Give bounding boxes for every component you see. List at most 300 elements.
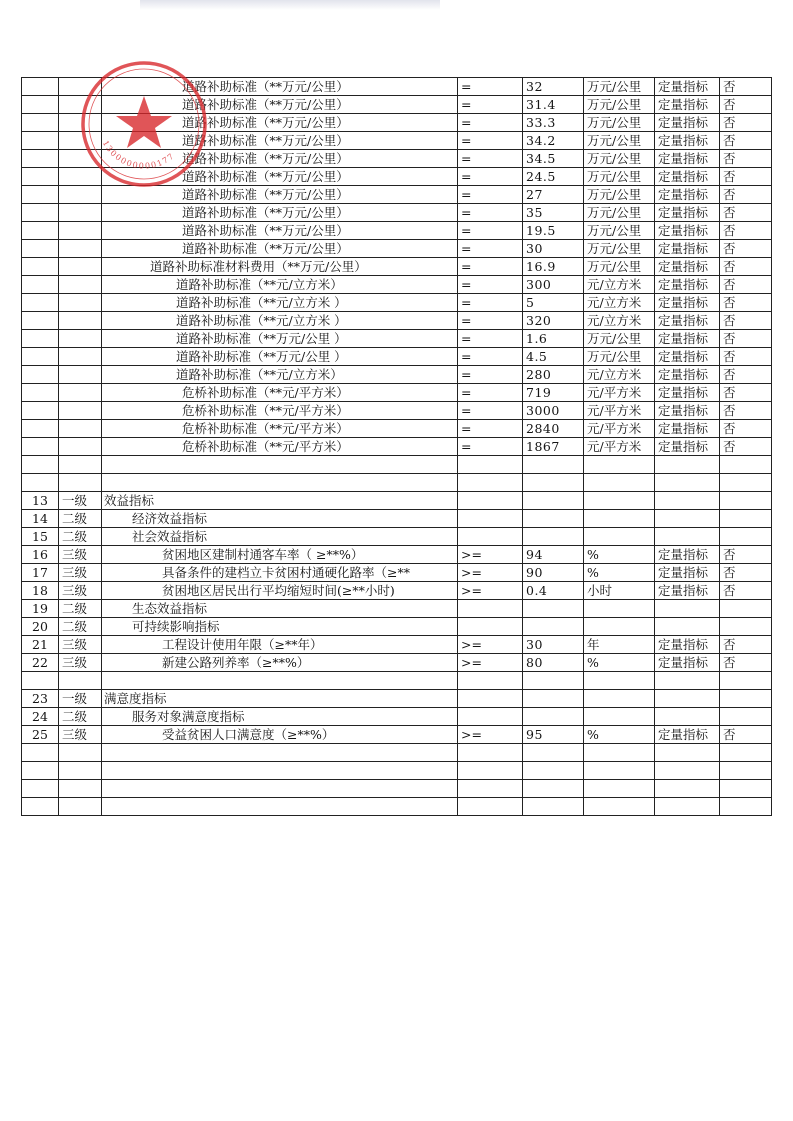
target-value-cell <box>523 780 584 798</box>
operator-cell <box>458 744 523 762</box>
target-value-cell <box>523 456 584 474</box>
table-row <box>22 456 772 474</box>
indicator-type-cell <box>655 798 720 816</box>
indicator-type-cell: 定量指标 <box>655 330 720 348</box>
indicator-name-cell: 道路补助标准（**万元/公里） <box>102 186 458 204</box>
target-value-cell: 27 <box>523 186 584 204</box>
table-row <box>22 762 772 780</box>
indicator-name-cell: 道路补助标准（**万元/公里） <box>102 78 458 96</box>
unit-cell: 元/平方米 <box>584 420 655 438</box>
unit-cell: 万元/公里 <box>584 168 655 186</box>
table-row <box>22 312 772 330</box>
level-cell <box>59 114 102 132</box>
row-number-cell <box>22 204 59 222</box>
indicator-type-cell: 定量指标 <box>655 276 720 294</box>
unit-cell: 元/立方米 <box>584 276 655 294</box>
indicator-name-cell: 道路补助标准（**元/立方米） <box>102 276 458 294</box>
indicator-name-cell <box>102 474 458 492</box>
target-value-cell: 719 <box>523 384 584 402</box>
indicator-type-cell: 定量指标 <box>655 114 720 132</box>
target-value-cell: 33.3 <box>523 114 584 132</box>
table-row <box>22 366 772 384</box>
unit-cell: 万元/公里 <box>584 222 655 240</box>
target-value-cell <box>523 708 584 726</box>
row-number-cell <box>22 294 59 312</box>
target-value-cell: 300 <box>523 276 584 294</box>
table-row <box>22 330 772 348</box>
indicator-name-cell: 道路补助标准（**元/立方米 ） <box>102 294 458 312</box>
unit-cell: 年 <box>584 636 655 654</box>
unit-cell: 元/立方米 <box>584 294 655 312</box>
operator-cell: = <box>458 402 523 420</box>
operator-cell: = <box>458 150 523 168</box>
unit-cell: % <box>584 654 655 672</box>
indicator-name-cell <box>102 780 458 798</box>
target-value-cell <box>523 528 584 546</box>
indicator-name-cell: 新建公路列养率（≥**%） <box>102 654 458 672</box>
row-number-cell <box>22 78 59 96</box>
flag-cell: 否 <box>720 402 772 420</box>
row-number-cell <box>22 168 59 186</box>
flag-cell: 否 <box>720 114 772 132</box>
table-row <box>22 150 772 168</box>
target-value-cell: 34.2 <box>523 132 584 150</box>
operator-cell: = <box>458 348 523 366</box>
table-row <box>22 168 772 186</box>
unit-cell <box>584 672 655 690</box>
indicator-name-cell: 贫困地区建制村通客车率（ ≥**%） <box>102 546 458 564</box>
target-value-cell: 1.6 <box>523 330 584 348</box>
row-number-cell: 23 <box>22 690 59 708</box>
row-number-cell <box>22 780 59 798</box>
level-cell: 三级 <box>59 582 102 600</box>
indicator-name-cell: 服务对象满意度指标 <box>102 708 458 726</box>
flag-cell <box>720 528 772 546</box>
indicator-type-cell: 定量指标 <box>655 258 720 276</box>
flag-cell: 否 <box>720 150 772 168</box>
level-cell <box>59 204 102 222</box>
row-number-cell: 20 <box>22 618 59 636</box>
operator-cell <box>458 528 523 546</box>
level-cell: 三级 <box>59 636 102 654</box>
flag-cell <box>720 456 772 474</box>
table-row <box>22 582 772 600</box>
indicator-name-cell: 道路补助标准（**万元/公里） <box>102 204 458 222</box>
row-number-cell <box>22 222 59 240</box>
row-number-cell: 22 <box>22 654 59 672</box>
table-row <box>22 348 772 366</box>
level-cell <box>59 258 102 276</box>
indicator-name-cell: 道路补助标准材料费用（**万元/公里） <box>102 258 458 276</box>
target-value-cell: 2840 <box>523 420 584 438</box>
row-number-cell <box>22 402 59 420</box>
operator-cell: = <box>458 96 523 114</box>
row-number-cell <box>22 672 59 690</box>
indicator-type-cell <box>655 780 720 798</box>
operator-cell: = <box>458 312 523 330</box>
indicator-type-cell: 定量指标 <box>655 96 720 114</box>
unit-cell <box>584 780 655 798</box>
flag-cell: 否 <box>720 420 772 438</box>
indicator-name-cell: 效益指标 <box>102 492 458 510</box>
indicator-type-cell <box>655 690 720 708</box>
flag-cell: 否 <box>720 258 772 276</box>
flag-cell: 否 <box>720 240 772 258</box>
table-row <box>22 402 772 420</box>
table-row <box>22 78 772 96</box>
target-value-cell: 24.5 <box>523 168 584 186</box>
level-cell <box>59 384 102 402</box>
operator-cell: = <box>458 222 523 240</box>
level-cell: 一级 <box>59 492 102 510</box>
operator-cell: = <box>458 384 523 402</box>
operator-cell: >= <box>458 564 523 582</box>
indicator-type-cell: 定量指标 <box>655 222 720 240</box>
row-number-cell <box>22 366 59 384</box>
operator-cell <box>458 618 523 636</box>
unit-cell <box>584 690 655 708</box>
unit-cell: 万元/公里 <box>584 186 655 204</box>
level-cell <box>59 312 102 330</box>
level-cell: 二级 <box>59 528 102 546</box>
flag-cell: 否 <box>720 636 772 654</box>
table-row <box>22 600 772 618</box>
level-cell <box>59 672 102 690</box>
row-number-cell: 16 <box>22 546 59 564</box>
row-number-cell: 14 <box>22 510 59 528</box>
target-value-cell: 4.5 <box>523 348 584 366</box>
indicator-type-cell: 定量指标 <box>655 78 720 96</box>
flag-cell: 否 <box>720 384 772 402</box>
unit-cell: 万元/公里 <box>584 150 655 168</box>
row-number-cell: 25 <box>22 726 59 744</box>
unit-cell <box>584 528 655 546</box>
indicator-name-cell: 危桥补助标准（**元/平方米） <box>102 384 458 402</box>
operator-cell: = <box>458 78 523 96</box>
table-row <box>22 798 772 816</box>
flag-cell <box>720 762 772 780</box>
target-value-cell: 0.4 <box>523 582 584 600</box>
table-row <box>22 690 772 708</box>
flag-cell <box>720 618 772 636</box>
flag-cell: 否 <box>720 78 772 96</box>
target-value-cell: 35 <box>523 204 584 222</box>
level-cell <box>59 276 102 294</box>
flag-cell: 否 <box>720 294 772 312</box>
level-cell: 三级 <box>59 564 102 582</box>
flag-cell: 否 <box>720 132 772 150</box>
level-cell: 二级 <box>59 510 102 528</box>
indicator-type-cell <box>655 708 720 726</box>
unit-cell: 万元/公里 <box>584 132 655 150</box>
flag-cell <box>720 708 772 726</box>
operator-cell: = <box>458 420 523 438</box>
flag-cell: 否 <box>720 312 772 330</box>
level-cell: 一级 <box>59 690 102 708</box>
unit-cell <box>584 762 655 780</box>
level-cell <box>59 474 102 492</box>
target-value-cell <box>523 618 584 636</box>
level-cell <box>59 96 102 114</box>
operator-cell: = <box>458 294 523 312</box>
level-cell <box>59 348 102 366</box>
row-number-cell <box>22 258 59 276</box>
operator-cell: = <box>458 204 523 222</box>
row-number-cell: 24 <box>22 708 59 726</box>
target-value-cell: 5 <box>523 294 584 312</box>
operator-cell <box>458 474 523 492</box>
table-row <box>22 384 772 402</box>
indicator-name-cell: 道路补助标准（**万元/公里） <box>102 150 458 168</box>
level-cell: 三级 <box>59 654 102 672</box>
indicator-name-cell: 满意度指标 <box>102 690 458 708</box>
flag-cell <box>720 672 772 690</box>
unit-cell: 元/立方米 <box>584 366 655 384</box>
target-value-cell: 280 <box>523 366 584 384</box>
indicator-type-cell <box>655 618 720 636</box>
indicator-type-cell: 定量指标 <box>655 168 720 186</box>
flag-cell: 否 <box>720 654 772 672</box>
level-cell <box>59 132 102 150</box>
indicator-name-cell <box>102 744 458 762</box>
indicator-name-cell: 道路补助标准（**万元/公里） <box>102 240 458 258</box>
indicator-type-cell <box>655 510 720 528</box>
indicator-name-cell: 工程设计使用年限（≥**年） <box>102 636 458 654</box>
level-cell: 二级 <box>59 708 102 726</box>
level-cell: 三级 <box>59 546 102 564</box>
indicator-name-cell: 贫困地区居民出行平均缩短时间(≥**小时) <box>102 582 458 600</box>
flag-cell <box>720 474 772 492</box>
row-number-cell: 21 <box>22 636 59 654</box>
indicator-type-cell: 定量指标 <box>655 726 720 744</box>
row-number-cell <box>22 132 59 150</box>
level-cell <box>59 438 102 456</box>
unit-cell: 万元/公里 <box>584 330 655 348</box>
indicator-type-cell: 定量指标 <box>655 420 720 438</box>
operator-cell <box>458 690 523 708</box>
operator-cell: >= <box>458 654 523 672</box>
target-value-cell: 31.4 <box>523 96 584 114</box>
target-value-cell <box>523 798 584 816</box>
unit-cell <box>584 618 655 636</box>
indicator-name-cell: 道路补助标准（**万元/公里 ） <box>102 348 458 366</box>
flag-cell: 否 <box>720 168 772 186</box>
indicator-name-cell: 道路补助标准（**万元/公里 ） <box>102 330 458 348</box>
indicator-type-cell: 定量指标 <box>655 348 720 366</box>
operator-cell: = <box>458 438 523 456</box>
unit-cell: 万元/公里 <box>584 78 655 96</box>
indicator-type-cell <box>655 456 720 474</box>
operator-cell <box>458 510 523 528</box>
unit-cell: 元/平方米 <box>584 438 655 456</box>
table-row <box>22 240 772 258</box>
indicator-type-cell: 定量指标 <box>655 546 720 564</box>
level-cell <box>59 222 102 240</box>
row-number-cell <box>22 438 59 456</box>
operator-cell: >= <box>458 726 523 744</box>
indicator-type-cell: 定量指标 <box>655 636 720 654</box>
flag-cell <box>720 690 772 708</box>
flag-cell <box>720 744 772 762</box>
indicator-type-cell: 定量指标 <box>655 312 720 330</box>
operator-cell <box>458 780 523 798</box>
flag-cell: 否 <box>720 546 772 564</box>
operator-cell: = <box>458 168 523 186</box>
target-value-cell: 1867 <box>523 438 584 456</box>
level-cell <box>59 762 102 780</box>
target-value-cell: 30 <box>523 240 584 258</box>
operator-cell <box>458 762 523 780</box>
unit-cell: 元/平方米 <box>584 402 655 420</box>
target-value-cell <box>523 762 584 780</box>
level-cell <box>59 420 102 438</box>
unit-cell <box>584 510 655 528</box>
indicator-type-cell: 定量指标 <box>655 582 720 600</box>
indicator-type-cell <box>655 672 720 690</box>
table-row <box>22 276 772 294</box>
table-row <box>22 222 772 240</box>
seal-code-text: 1300000000177 <box>100 139 177 171</box>
level-cell <box>59 366 102 384</box>
row-number-cell <box>22 114 59 132</box>
operator-cell <box>458 798 523 816</box>
unit-cell <box>584 456 655 474</box>
flag-cell: 否 <box>720 276 772 294</box>
unit-cell <box>584 600 655 618</box>
unit-cell: 元/平方米 <box>584 384 655 402</box>
indicator-name-cell <box>102 672 458 690</box>
flag-cell <box>720 780 772 798</box>
indicator-name-cell: 道路补助标准（**元/立方米 ） <box>102 312 458 330</box>
operator-cell <box>458 708 523 726</box>
indicator-type-cell <box>655 744 720 762</box>
table-row <box>22 204 772 222</box>
indicator-type-cell: 定量指标 <box>655 186 720 204</box>
table-row <box>22 672 772 690</box>
unit-cell: 万元/公里 <box>584 96 655 114</box>
level-cell <box>59 294 102 312</box>
level-cell <box>59 150 102 168</box>
operator-cell <box>458 456 523 474</box>
operator-cell: = <box>458 240 523 258</box>
table-row <box>22 780 772 798</box>
indicator-name-cell <box>102 456 458 474</box>
table-row <box>22 492 772 510</box>
target-value-cell: 16.9 <box>523 258 584 276</box>
indicator-type-cell: 定量指标 <box>655 294 720 312</box>
table-row <box>22 618 772 636</box>
unit-cell <box>584 492 655 510</box>
flag-cell: 否 <box>720 96 772 114</box>
operator-cell: = <box>458 186 523 204</box>
operator-cell <box>458 492 523 510</box>
target-value-cell: 95 <box>523 726 584 744</box>
table-row <box>22 294 772 312</box>
indicator-name-cell <box>102 762 458 780</box>
unit-cell: 万元/公里 <box>584 204 655 222</box>
row-number-cell <box>22 744 59 762</box>
level-cell <box>59 780 102 798</box>
table-row <box>22 708 772 726</box>
target-value-cell <box>523 690 584 708</box>
level-cell <box>59 744 102 762</box>
target-value-cell <box>523 600 584 618</box>
target-value-cell: 30 <box>523 636 584 654</box>
target-value-cell <box>523 672 584 690</box>
level-cell <box>59 456 102 474</box>
indicator-type-cell: 定量指标 <box>655 438 720 456</box>
unit-cell: 万元/公里 <box>584 114 655 132</box>
indicator-type-cell: 定量指标 <box>655 654 720 672</box>
indicator-name-cell: 道路补助标准（**万元/公里） <box>102 114 458 132</box>
operator-cell: = <box>458 258 523 276</box>
operator-cell <box>458 600 523 618</box>
target-value-cell <box>523 744 584 762</box>
unit-cell: 元/立方米 <box>584 312 655 330</box>
indicator-type-cell <box>655 600 720 618</box>
level-cell <box>59 798 102 816</box>
target-value-cell: 90 <box>523 564 584 582</box>
row-number-cell <box>22 186 59 204</box>
indicator-name-cell: 社会效益指标 <box>102 528 458 546</box>
flag-cell <box>720 492 772 510</box>
row-number-cell <box>22 798 59 816</box>
flag-cell: 否 <box>720 438 772 456</box>
target-value-cell: 32 <box>523 78 584 96</box>
indicator-name-cell: 危桥补助标准（**元/平方米） <box>102 402 458 420</box>
indicator-type-cell: 定量指标 <box>655 132 720 150</box>
row-number-cell: 13 <box>22 492 59 510</box>
flag-cell: 否 <box>720 330 772 348</box>
flag-cell: 否 <box>720 564 772 582</box>
level-cell <box>59 402 102 420</box>
level-cell <box>59 240 102 258</box>
indicator-type-cell: 定量指标 <box>655 150 720 168</box>
indicator-type-cell <box>655 528 720 546</box>
flag-cell: 否 <box>720 582 772 600</box>
table-row <box>22 132 772 150</box>
indicator-type-cell <box>655 762 720 780</box>
indicator-name-cell: 具备条件的建档立卡贫困村通硬化路率（≥** <box>102 564 458 582</box>
row-number-cell <box>22 240 59 258</box>
target-value-cell <box>523 492 584 510</box>
row-number-cell: 15 <box>22 528 59 546</box>
indicator-name-cell: 道路补助标准（**万元/公里） <box>102 96 458 114</box>
row-number-cell <box>22 312 59 330</box>
table-row <box>22 636 772 654</box>
level-cell <box>59 78 102 96</box>
level-cell: 二级 <box>59 618 102 636</box>
indicator-type-cell <box>655 492 720 510</box>
unit-cell <box>584 708 655 726</box>
target-value-cell: 94 <box>523 546 584 564</box>
table-row <box>22 564 772 582</box>
flag-cell: 否 <box>720 222 772 240</box>
indicator-name-cell: 可持续影响指标 <box>102 618 458 636</box>
flag-cell <box>720 798 772 816</box>
indicator-name-cell: 生态效益指标 <box>102 600 458 618</box>
row-number-cell <box>22 384 59 402</box>
unit-cell <box>584 474 655 492</box>
target-value-cell <box>523 474 584 492</box>
table-row <box>22 546 772 564</box>
target-value-cell: 320 <box>523 312 584 330</box>
indicator-name-cell: 道路补助标准（**万元/公里） <box>102 168 458 186</box>
operator-cell: >= <box>458 546 523 564</box>
table-row <box>22 420 772 438</box>
unit-cell: % <box>584 564 655 582</box>
target-value-cell: 19.5 <box>523 222 584 240</box>
